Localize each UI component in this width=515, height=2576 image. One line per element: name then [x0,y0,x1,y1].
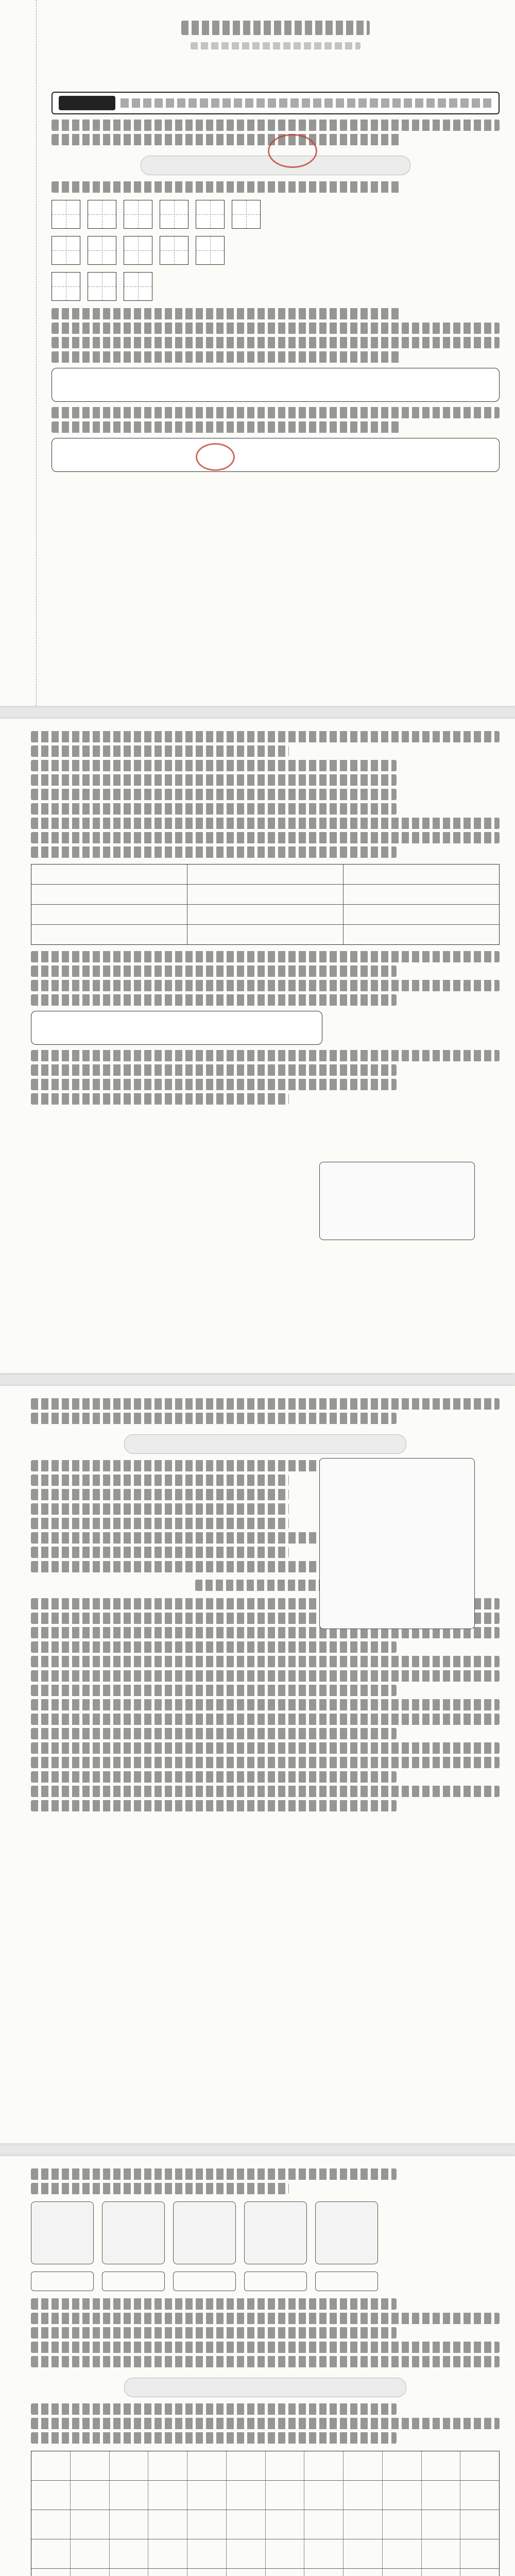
writing-cell[interactable] [52,236,80,265]
writing-cell[interactable] [124,272,152,301]
answer-options-box [31,1011,322,1045]
question-6-item [31,1547,289,1558]
grading-circle [196,443,235,471]
intro-text [52,134,401,145]
writing-cell[interactable] [160,236,188,265]
worksheet-page-1 [0,0,515,706]
handwritten-answer-line[interactable] [31,2313,500,2324]
story-title [195,1580,336,1591]
writing-cell[interactable] [160,200,188,229]
answer-blank[interactable] [244,2272,307,2291]
story-paragraph [31,1699,500,1710]
question-6-item [31,1475,289,1486]
writing-cell[interactable] [196,236,225,265]
story-paragraph [31,1757,500,1768]
writing-cell[interactable] [124,200,152,229]
writing-cell[interactable] [52,272,80,301]
section-3-header [124,2378,406,2397]
answer-table [31,864,500,945]
question-8-prompt [31,2432,397,2444]
page-header [52,21,500,82]
answer-blank[interactable] [102,2272,165,2291]
reading-text [31,1398,500,1410]
worksheet-page-4 [0,2156,515,2576]
pinyin-writing-grid [52,236,500,265]
story-paragraph [31,1670,500,1682]
question-4-prompt [31,951,500,962]
writing-cell[interactable] [88,200,116,229]
page-4-content [31,2156,500,2576]
matching-row [31,760,397,771]
story-paragraph [31,1656,500,1667]
writing-cell[interactable] [124,236,152,265]
unit-title-text [181,21,369,35]
reading-passage [31,832,500,843]
story-paragraph [31,1728,397,1739]
question-2-prompt [52,308,401,319]
story-paragraph [31,1685,397,1696]
handwritten-answer-line[interactable] [31,2342,500,2353]
question-8-prompt [31,2403,397,2415]
answer-blank[interactable] [173,2272,236,2291]
writing-cell[interactable] [196,200,225,229]
reading-passage [31,846,397,858]
question-2-item [52,407,500,418]
question-3-prompt [31,731,500,742]
character-picture-row [31,2201,500,2264]
question-7-item [31,1786,500,1797]
question-2-item [52,351,401,363]
question-5-item [31,1079,397,1090]
answer-options-box [52,438,500,472]
question-4-item [31,965,397,977]
reading-passage [31,818,500,829]
exam-info-text [191,42,361,49]
matching-row [31,789,397,800]
composition-grid[interactable] [31,2451,500,2576]
question-5-prompt [31,1050,500,1061]
section-2-header [124,1434,406,1454]
pinyin-writing-grid [52,272,500,301]
matching-row [31,774,397,786]
page-1-content [52,0,500,706]
theme-banner [52,92,500,114]
writing-cell[interactable] [88,272,116,301]
illustration-frame [319,1162,475,1240]
library-book-illustration [319,1458,475,1629]
question-1-prompt [52,181,401,193]
writing-cell[interactable] [88,236,116,265]
character-picture [102,2201,165,2264]
writing-cell[interactable] [52,200,80,229]
reading-text [31,1413,397,1424]
worksheet-page-2 [0,719,515,1373]
question-7-item [31,2183,289,2194]
pinyin-writing-grid [52,200,500,229]
answer-blank-row [31,2272,500,2291]
question-3-prompt [31,745,289,757]
story-paragraph [31,1714,500,1725]
answer-options-box [52,368,500,402]
question-7-item [31,2168,397,2180]
question-7-options [31,1800,397,1811]
question-4-item [31,994,397,1006]
question-2-item [52,323,500,334]
handwritten-answer-line[interactable] [31,2356,500,2367]
question-8-prompt [31,2418,500,2429]
intro-text [52,120,500,131]
question-6-item [31,1489,289,1500]
character-picture [315,2201,378,2264]
character-picture [244,2201,307,2264]
grading-circle [268,134,317,168]
character-picture [31,2201,94,2264]
question-4-options [31,980,500,991]
question-6-item [31,1518,289,1529]
question-5-item [31,1064,397,1076]
answer-blank[interactable] [31,2272,94,2291]
story-paragraph [31,1742,500,1754]
story-paragraph [31,1641,397,1653]
writing-cell[interactable] [232,200,261,229]
matching-row [31,803,397,815]
answer-blank[interactable] [315,2272,378,2291]
story-paragraph [31,1771,397,1783]
theme-banner-text [121,98,492,108]
binding-margin [0,0,37,706]
page-2-content [31,719,500,1373]
worksheet-page-3 [0,1386,515,2143]
question-7-item [31,2298,397,2310]
question-5-item [31,1093,289,1105]
theme-banner-tag [59,96,115,110]
question-6-item [31,1503,289,1515]
question-2-item [52,337,500,348]
question-7-item [31,2327,397,2338]
question-2-item [52,421,401,433]
character-picture [173,2201,236,2264]
